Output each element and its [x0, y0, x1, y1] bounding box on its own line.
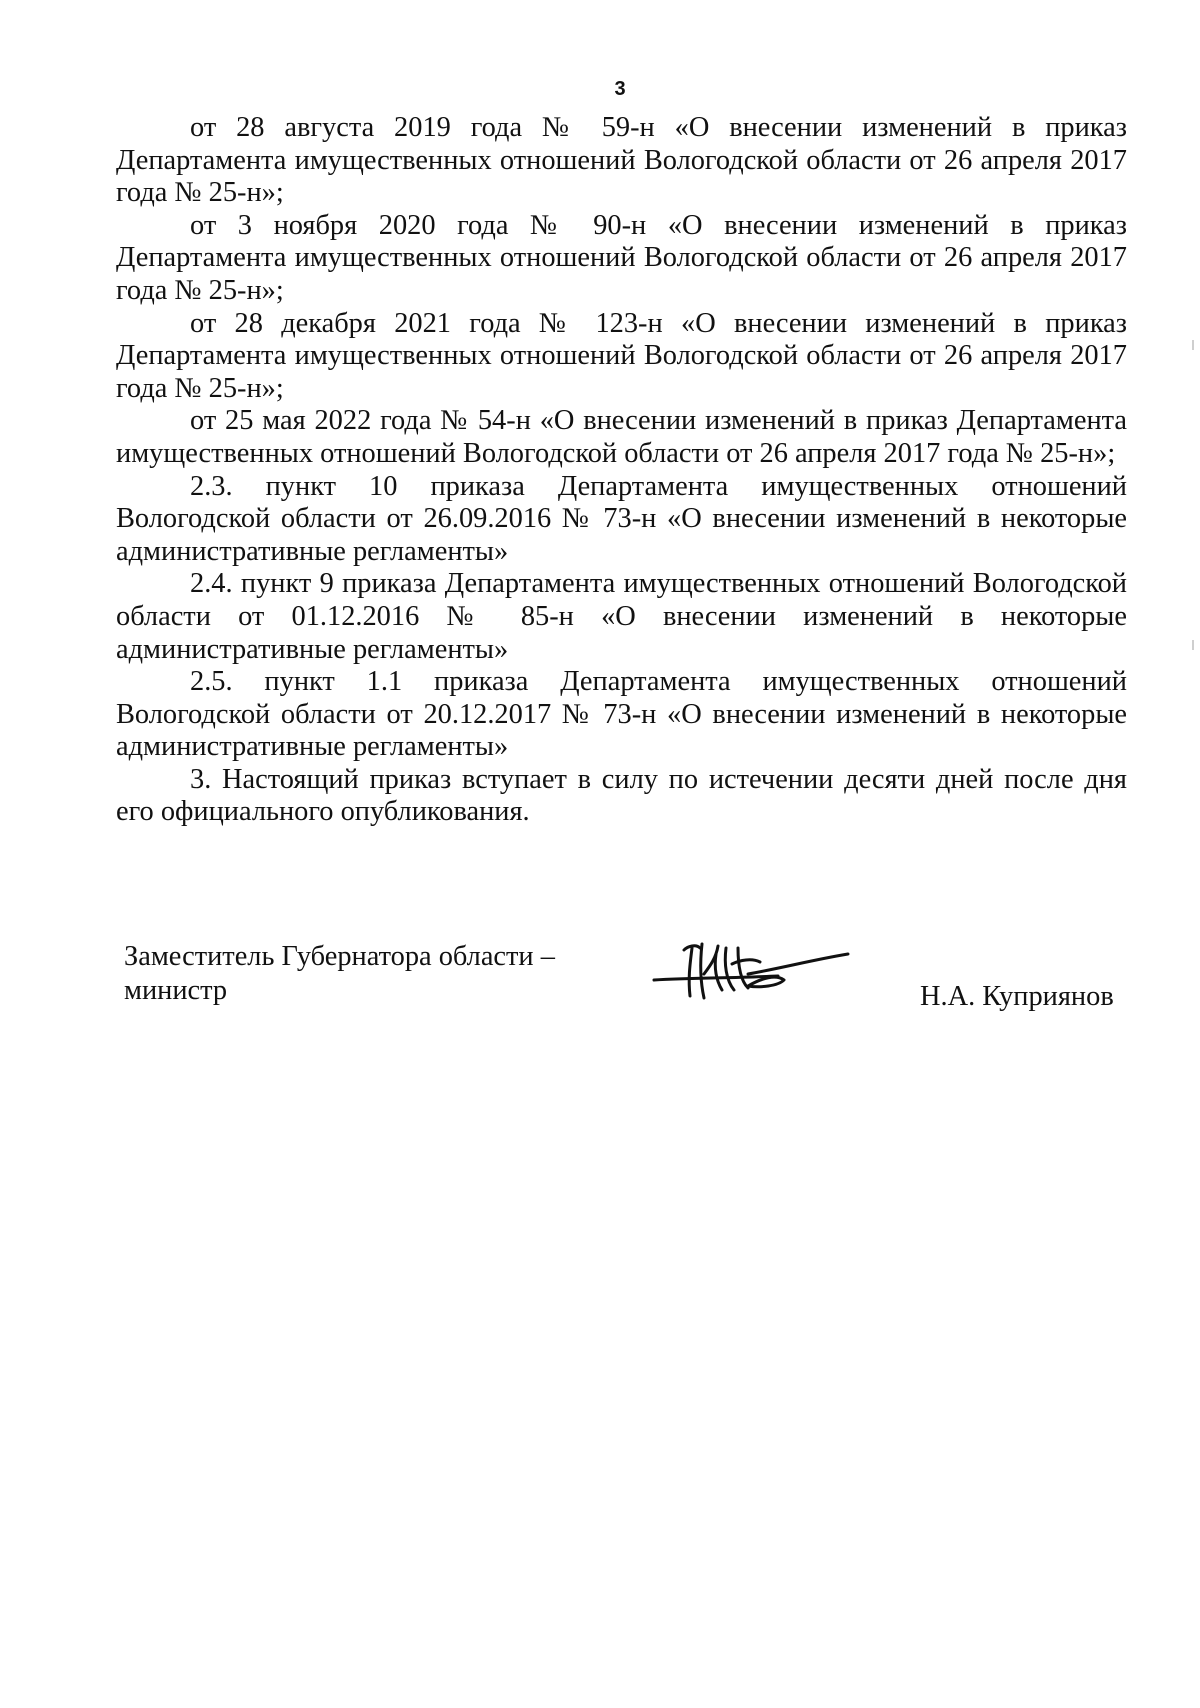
- signature-block: [124, 940, 1124, 1020]
- handwritten-signature: [652, 934, 852, 1014]
- paragraph-amendment-2019: от 28 августа 2019 года № 59-н «О внесении изменений в приказ Департамента имущественных отношений Вологодской области от 26 апреля 2017 года № 25-н»;: [116, 112, 1127, 209]
- signer-title: [124, 940, 555, 1008]
- paragraph-amendment-2020: от 3 ноября 2020 года № 90-н «О внесении изменений в приказ Департамента имущественных отношений Вологодской области от 26 апреля 2017 года № 25-н»;: [116, 209, 1127, 306]
- signer-title-line-1: Заместитель Губернатора области –: [124, 941, 555, 972]
- paragraph-item-3: 3. Настоящий приказ вступает в силу по истечении десяти дней после дня его официального опубликования.: [116, 763, 1127, 828]
- document-body: [116, 112, 1127, 829]
- paragraph-item-2-4: 2.4. пункт 9 приказа Департамента имущественных отношений Вологодской области от 01.12.2016 № 85-н «О внесении изменений в некоторые административные регламенты»: [116, 568, 1127, 665]
- paragraph-amendment-2021: от 28 декабря 2021 года № 123-н «О внесении изменений в приказ Департамента имущественных отношений Вологодской области от 26 апреля 2017 года № 25-н»;: [116, 307, 1127, 404]
- page-number: 3: [614, 78, 626, 100]
- signer-title-line-2: министр: [124, 975, 228, 1006]
- paragraph-item-2-3: 2.3. пункт 10 приказа Департамента имущественных отношений Вологодской области от 26.09.2016 № 73-н «О внесении изменений в некоторые административные регламенты»: [116, 470, 1127, 567]
- signer-name: Н.А. Куприянов: [920, 981, 1114, 1012]
- paragraph-amendment-2022: от 25 мая 2022 года № 54-н «О внесении изменений в приказ Департамента имущественных отношений Вологодской области от 26 апреля 2017 года № 25-н»;: [116, 405, 1127, 469]
- scan-margin-mark: [1192, 640, 1194, 650]
- paragraph-item-2-5: 2.5. пункт 1.1 приказа Департамента имущественных отношений Вологодской области от 20.12.2017 № 73-н «О внесении изменений в некоторые административные регламенты»: [116, 666, 1127, 763]
- scan-margin-mark: [1192, 340, 1194, 350]
